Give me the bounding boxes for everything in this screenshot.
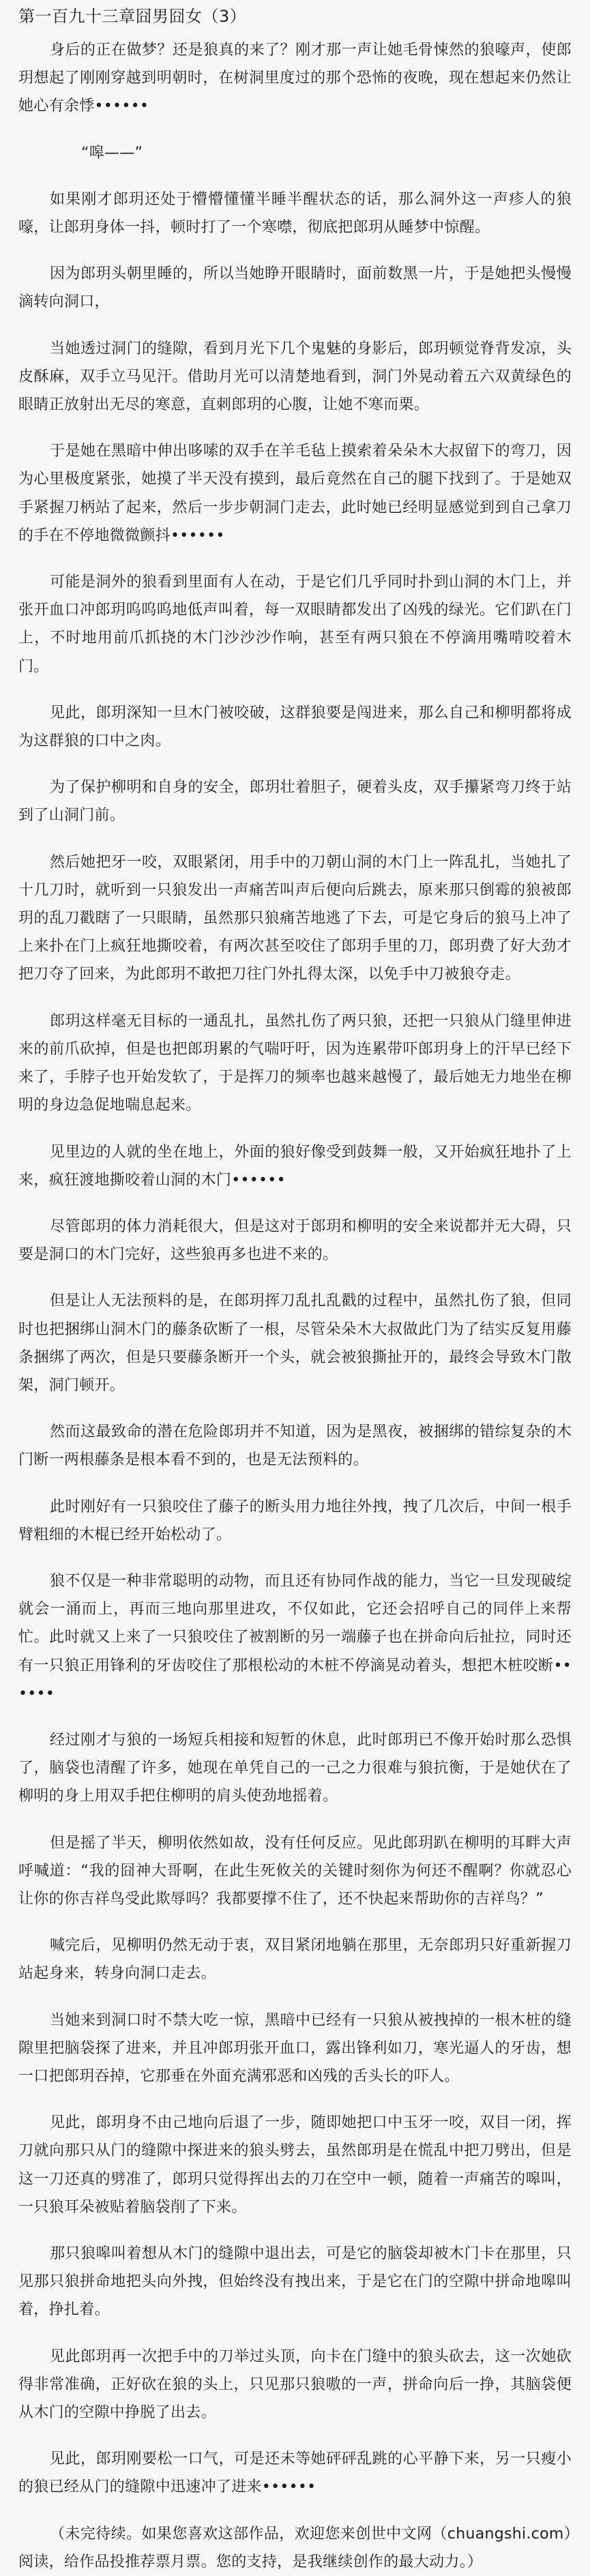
paragraph: 然后她把牙一咬，双眼紧闭，用手中的刀朝山洞的木门上一阵乱扎，当她扎了十几刀时，就听到一只狼发出一声痛苦叫声后便向后跳去，原来那只倒霉的狼被郎玥的乱刀戳瞎了一只眼睛，虽然那只狼痛苦地逃了下去，可是它身后的狼马上冲了上来扑在门上疯狂地撕咬着，有两次甚至咬住了郎玥手里的刀，郎玥费了好大劲才把刀夺了回来，为此郎玥不敢把刀往门外扎得太深，以免手中刀被狼夺走。	[18, 853, 572, 983]
paragraph: 经过刚才与狼的一场短兵相接和短暂的休息，此时郎玥已不像开始时那么恐惧了，脑袋也清醒了许多，她现在单凭自己的一己之力很难与狼抗衡，于是她伏在了柳明的身上用双手把住柳明的肩头使劲地摇着。	[18, 1731, 572, 1805]
paragraph: 可能是洞外的狼看到里面有人在动，于是它们几乎同时扑到山洞的木门上，并张开血口冲郎玥呜呜呜地低声叫着，每一双眼睛都发出了凶残的绿光。它们趴在门上，不时地用前爪抓挠的木门沙沙沙作响，甚至有两只狼在不停滴用嘴啃咬着木门。	[18, 574, 572, 675]
continuation-note: （未完待续。如果您喜欢这部作品，欢迎您来创世中文网（chuangshi.com）阅读，给作品投推荐票月票。您的支持，是我继续创作的最大动力。）	[18, 2525, 572, 2571]
paragraph: 尽管郎玥的体力消耗很大，但是这对于郎玥和柳明的安全来说都并无大碍，只要是洞口的木门完好，这些狼再多也进不来的。	[18, 1217, 572, 1264]
paragraph: 见此，郎玥深知一旦木门被咬破，这群狼要是闯进来，那么自己和柳明都将成为这群狼的口中之肉。	[18, 704, 572, 750]
paragraph: 于是她在黑暗中伸出哆嗦的双手在羊毛毡上摸索着朵朵木大叔留下的弯刀，因为心里极度紧张，她摸了半天没有摸到，最后竟然在自己的腿下找到了。于是她双手紧握刀柄站了起来，然后一步步朝洞门走去，此时她已经明显感觉到到自己拿刀的手在不停地微微颤抖••••••	[18, 443, 572, 544]
paragraph: 身后的正在做梦？还是狼真的来了？刚才那一声让她毛骨悚然的狼嚎声，使郎玥想起了刚刚穿越到明朝时，在树洞里度过的那个恐怖的夜晚，现在想起来仍然让她心有余悸••••••	[18, 42, 572, 115]
paragraph: 当她来到洞口时不禁大吃一惊，黑暗中已经有一只狼从被拽掉的一根木桩的缝隙里把脑袋探了进来，并且冲郎玥张开血口，露出锋利如刀，寒光逼人的牙齿，想一口把郎玥吞掉，它那垂在外面充满邪恶和凶残的舌头长的吓人。	[18, 2011, 572, 2085]
paragraph: 如果刚才郎玥还处于懵懵懂懂半睡半醒状态的话，那么洞外这一声疹人的狼嚎，让郎玥身体一抖，顿时打了一个寒噤，彻底把郎玥从睡梦中惊醒。	[18, 190, 572, 237]
paragraph: 那只狼嗥叫着想从木门的缝隙中退出去，可是它的脑袋却被木门卡在那里，只见那只狼拼命地把头向外拽，但始终没有拽出来，于是它在门的空隙中拼命地嗥叫着，挣扎着。	[18, 2245, 572, 2319]
paragraph: 郎玥这样毫无目标的一通乱扎，虽然扎伤了两只狼，还把一只狼从门缝里伸进来的前爪砍掉，但是也把郎玥累的气喘吁吁，因为连累带吓郎玥身上的汗早已经下来了，手脖子也开始发软了，于是挥刀的频率也越来越慢了，最后她无力地坐在柳明的身边急促地喘息起来。	[18, 1012, 572, 1114]
paragraph: 见此，郎玥刚要松一口气，可是还未等她砰砰乱跳的心平静下来，另一只瘦小的狼已经从门的缝隙中迅速冲了进来••••••	[18, 2451, 572, 2496]
chapter-title: 第一百九十三章囧男囧女（3）	[18, 7, 247, 26]
paragraph: 见此郎玥再一次把手中的刀举过头顶，向卡在门缝中的狼头砍去，这一次她砍得非常准确，正好砍在狼的头上，只见那只狼嗷的一声，拼命向后一挣，其脑袋便从木门的空隙中挣脱了出去。	[18, 2348, 572, 2422]
paragraph: 狼不仅是一种非常聪明的动物，而且还有协同作战的能力，当它一旦发现破绽就会一涌而上，再而三地向那里进攻，不仅如此，它还会招呼自己的同伴上来帮忙。此时就又上来了一只狼咬住了被割断的另一端藤子也在拼命向后扯拉，同时还有一只狼正用锋利的牙齿咬住了那根松动的木桩不停滴晃动着头，想把木桩咬断••••••	[18, 1572, 572, 1702]
paragraph: 然而这最致命的潜在危险郎玥并不知道，因为是黑夜，被捆绑的错综复杂的木门断一两根藤条是根本看不到的，也是无法预料的。	[18, 1423, 572, 1469]
paragraph: 此时刚好有一只狼咬住了藤子的断头用力地往外拽，拽了几次后，中间一根手臂粗细的木棍已经开始松动了。	[18, 1498, 572, 1543]
paragraph-sound: “嗥——”	[81, 144, 143, 162]
paragraph: 因为郎玥头朝里睡的，所以当她睁开眼睛时，面前数黑一片，于是她把头慢慢滴转向洞口，	[18, 265, 572, 311]
paragraph: 当她透过洞门的缝隙，看到月光下几个鬼魅的身影后，郎玥顿觉脊背发凉，头皮酥麻，双手立马见汗。借助月光可以清楚地看到，洞门外晃动着五六双黄绿色的眼睛正放射出无尽的寒意，直刺郎玥的心腹，让她不寒而栗。	[18, 340, 572, 414]
paragraph: 见里边的人就的坐在地上，外面的狼好像受到鼓舞一般，又开始疯狂地扑了上来，疯狂渡地撕咬着山洞的木门••••••	[18, 1143, 572, 1189]
paragraph: 但是摇了半天，柳明依然如故，没有任何反应。见此郎玥趴在柳明的耳畔大声呼喊道：“我的囧神大哥啊，在此生死攸关的关键时刻你为何还不醒啊？你就忍心让你的你吉祥鸟受此欺辱吗？我都要撑不住了，还不快起来帮助你的吉祥鸟？”	[18, 1834, 572, 1908]
paragraph: 见此，郎玥身不由己地向后退了一步，随即她把口中玉牙一咬，双目一闭，挥刀就向那只从门的缝隙中探进来的狼头劈去，虽然郎玥是在慌乱中把刀劈出，但是这一刀还真的劈准了，郎玥只觉得挥出去的刀在空中一顿，随着一声痛苦的嗥叫，一只狼耳朵被贴着脑袋削了下来。	[18, 2114, 572, 2216]
paragraph: 喊完后，见柳明仍然无动于衷，双目紧闭地躺在那里，无奈郎玥只好重新握刀站起身来，转身向洞口走去。	[18, 1937, 572, 1983]
paragraph: 为了保护柳明和自身的安全，郎玥壮着胆子，硬着头皮，双手攥紧弯刀终于站到了山洞门前。	[18, 779, 572, 825]
paragraph: 但是让人无法预料的是，在郎玥挥刀乱扎乱戳的过程中，虽然扎伤了狼，但同时也把捆绑山洞木门的藤条砍断了一根，尽管朵朵木大叔做此门为了结实反复用藤条捆绑了两次，但是只要藤条断开一个头，就会被狼撕扯开的，最终会导致木门散架，洞门顿开。	[18, 1292, 572, 1394]
